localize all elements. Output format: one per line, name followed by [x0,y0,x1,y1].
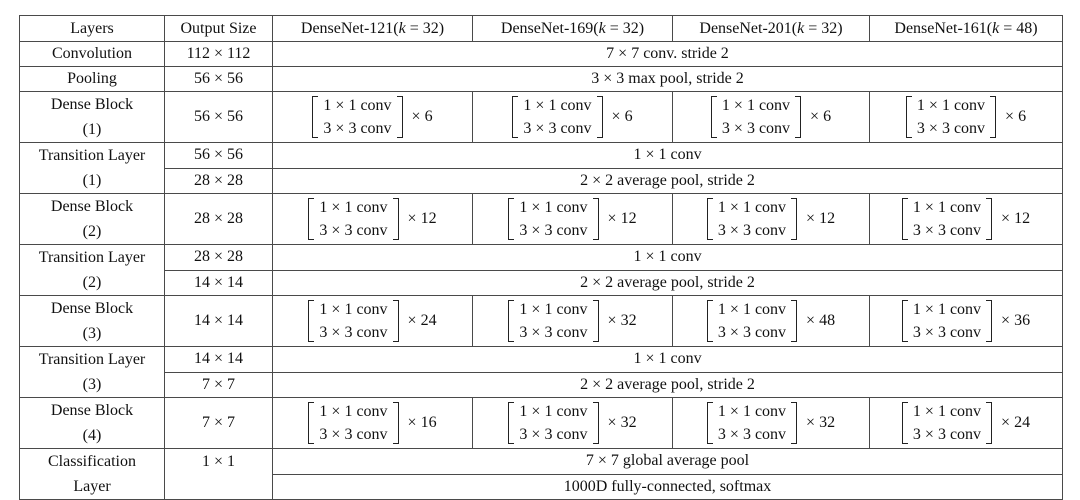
block-cell-121 [273,194,473,245]
row-dense-block-1 [20,92,1063,143]
block-cell-201 [673,194,870,245]
bracket-matrix [711,94,801,140]
layer-description: 1 × 1 conv [273,143,1063,169]
layer-name-line2: (2) [82,222,102,240]
output-size: 7 × 7 [165,372,273,398]
conv-1x1: 1 × 1 conv [319,403,388,420]
conv-1x1: 1 × 1 conv [323,97,392,114]
bracket-matrix [707,196,797,242]
layer-name-line1: Dense Block [50,299,134,317]
conv-1x1: 1 × 1 conv [916,97,986,114]
layer-name-line1: Transition Layer [20,245,165,271]
layer-description: 2 × 2 average pool, stride 2 [273,270,1063,296]
header-name: DenseNet-161( [894,19,993,37]
block-cell-161 [870,194,1063,245]
layer-name-line1: Classification [20,449,165,475]
repeat-count: × 36 [1001,312,1031,329]
output-size: 28 × 28 [165,194,273,245]
layer-name [20,194,165,245]
output-size: 28 × 28 [165,168,273,194]
conv-1x1: 1 × 1 conv [717,199,787,216]
header-k: k [992,19,1000,37]
header-k-value: = 32) [804,19,843,37]
repeat-count: × 6 [1005,108,1027,125]
header-name: DenseNet-201( [699,19,798,37]
header-densenet-121 [273,16,473,42]
header-k-value: = 32) [405,19,445,37]
header-name: DenseNet-121( [300,19,399,37]
conv-3x3: 3 × 3 conv [916,120,986,137]
conv-1x1: 1 × 1 conv [523,97,592,114]
header-output-size: Output Size [165,16,273,42]
header-k: k [797,19,805,37]
block-cell-121 [273,92,473,143]
row-transition-1b [20,168,1063,194]
output-size: 7 × 7 [165,398,273,449]
row-transition-1a [20,143,1063,169]
bracket-matrix [308,400,398,446]
densenet-architecture-table [19,15,1063,500]
row-transition-3b [20,372,1063,398]
layer-name-line2: (3) [82,324,102,342]
repeat-count: × 32 [607,312,637,329]
block-cell-201 [673,92,870,143]
repeat-count: × 6 [810,108,832,125]
block-cell-121 [273,398,473,449]
output-size: 28 × 28 [165,245,273,271]
bracket-matrix [707,400,797,446]
layer-description: 3 × 3 max pool, stride 2 [273,67,1063,92]
output-size: 14 × 14 [165,270,273,296]
repeat-count: × 12 [1001,210,1031,227]
layer-description: 1000D fully-connected, softmax [273,474,1063,500]
repeat-count: × 32 [607,414,637,431]
bracket-matrix [902,196,992,242]
row-classification-b [20,474,1063,500]
row-transition-2a [20,245,1063,271]
block-cell-161 [870,92,1063,143]
layer-description: 7 × 7 global average pool [273,449,1063,475]
layer-name-line1: Dense Block [50,197,134,215]
bracket-matrix [508,400,598,446]
bracket-matrix [707,298,797,344]
row-classification-a [20,449,1063,475]
block-cell-121 [273,296,473,347]
repeat-count: × 24 [1001,414,1031,431]
repeat-count: × 12 [407,210,437,227]
output-size-empty [165,474,273,500]
layer-name-line1: Transition Layer [20,143,165,169]
block-cell-169 [473,92,673,143]
layer-name-line1: Dense Block [50,401,134,419]
block-cell-201 [673,296,870,347]
header-densenet-161 [870,16,1063,42]
conv-3x3: 3 × 3 conv [519,426,588,443]
conv-1x1: 1 × 1 conv [319,301,388,318]
bracket-matrix [312,94,402,140]
header-densenet-201 [673,16,870,42]
row-convolution [20,42,1063,67]
conv-3x3: 3 × 3 conv [319,426,388,443]
conv-1x1: 1 × 1 conv [912,199,982,216]
output-size: 14 × 14 [165,296,273,347]
layer-description: 2 × 2 average pool, stride 2 [273,372,1063,398]
layer-name-line1: Dense Block [50,95,134,113]
output-size: 112 × 112 [165,42,273,67]
layer-name-line2: (2) [20,270,165,296]
layer-name-line1: Transition Layer [20,347,165,373]
row-dense-block-4 [20,398,1063,449]
block-cell-161 [870,296,1063,347]
conv-3x3: 3 × 3 conv [721,120,791,137]
layer-description: 7 × 7 conv. stride 2 [273,42,1063,67]
conv-1x1: 1 × 1 conv [519,199,588,216]
output-size: 56 × 56 [165,143,273,169]
conv-1x1: 1 × 1 conv [912,403,982,420]
layer-description: 1 × 1 conv [273,245,1063,271]
conv-1x1: 1 × 1 conv [717,403,787,420]
row-transition-2b [20,270,1063,296]
block-cell-169 [473,194,673,245]
layer-name-line2: Layer [20,474,165,500]
bracket-matrix [308,196,398,242]
conv-3x3: 3 × 3 conv [519,222,588,239]
bracket-matrix [906,94,996,140]
row-dense-block-2 [20,194,1063,245]
repeat-count: × 12 [806,210,836,227]
bracket-matrix [508,298,598,344]
repeat-count: × 12 [607,210,637,227]
repeat-count: × 32 [806,414,836,431]
block-cell-169 [473,296,673,347]
layer-description: 2 × 2 average pool, stride 2 [273,168,1063,194]
layer-name-line2: (3) [20,372,165,398]
conv-3x3: 3 × 3 conv [319,324,388,341]
layer-name [20,398,165,449]
output-size: 14 × 14 [165,347,273,373]
layer-name: Convolution [20,42,165,67]
bracket-matrix [902,400,992,446]
header-k: k [398,19,406,37]
repeat-count: × 16 [407,414,437,431]
conv-3x3: 3 × 3 conv [912,222,982,239]
conv-1x1: 1 × 1 conv [519,403,588,420]
layer-name-line2: (1) [82,120,102,138]
header-row [20,16,1063,42]
densenet-architecture-table-wrapper [19,15,1063,500]
output-size: 56 × 56 [165,67,273,92]
block-cell-161 [870,398,1063,449]
conv-1x1: 1 × 1 conv [519,301,588,318]
repeat-count: × 6 [611,108,633,125]
conv-1x1: 1 × 1 conv [319,199,388,216]
header-k-value: = 48) [999,19,1038,37]
bracket-matrix [902,298,992,344]
header-name: DenseNet-169( [500,19,599,37]
repeat-count: × 24 [407,312,437,329]
header-densenet-169 [473,16,673,42]
conv-1x1: 1 × 1 conv [912,301,982,318]
conv-1x1: 1 × 1 conv [721,97,791,114]
conv-1x1: 1 × 1 conv [717,301,787,318]
conv-3x3: 3 × 3 conv [519,324,588,341]
layer-name-line2: (4) [82,426,102,444]
header-layers: Layers [20,16,165,42]
bracket-matrix [508,196,598,242]
conv-3x3: 3 × 3 conv [523,120,592,137]
bracket-matrix [512,94,602,140]
conv-3x3: 3 × 3 conv [717,222,787,239]
layer-name [20,92,165,143]
layer-name: Pooling [20,67,165,92]
conv-3x3: 3 × 3 conv [717,426,787,443]
layer-description: 1 × 1 conv [273,347,1063,373]
conv-3x3: 3 × 3 conv [717,324,787,341]
layer-name [20,296,165,347]
row-transition-3a [20,347,1063,373]
output-size: 56 × 56 [165,92,273,143]
conv-3x3: 3 × 3 conv [912,324,982,341]
conv-3x3: 3 × 3 conv [912,426,982,443]
conv-3x3: 3 × 3 conv [323,120,392,137]
output-size: 1 × 1 [165,449,273,475]
bracket-matrix [308,298,398,344]
repeat-count: × 48 [806,312,836,329]
block-cell-201 [673,398,870,449]
repeat-count: × 6 [411,108,433,125]
conv-3x3: 3 × 3 conv [319,222,388,239]
row-pooling [20,67,1063,92]
row-dense-block-3 [20,296,1063,347]
layer-name-line2: (1) [20,168,165,194]
block-cell-169 [473,398,673,449]
header-k-value: = 32) [605,19,645,37]
header-k: k [598,19,606,37]
